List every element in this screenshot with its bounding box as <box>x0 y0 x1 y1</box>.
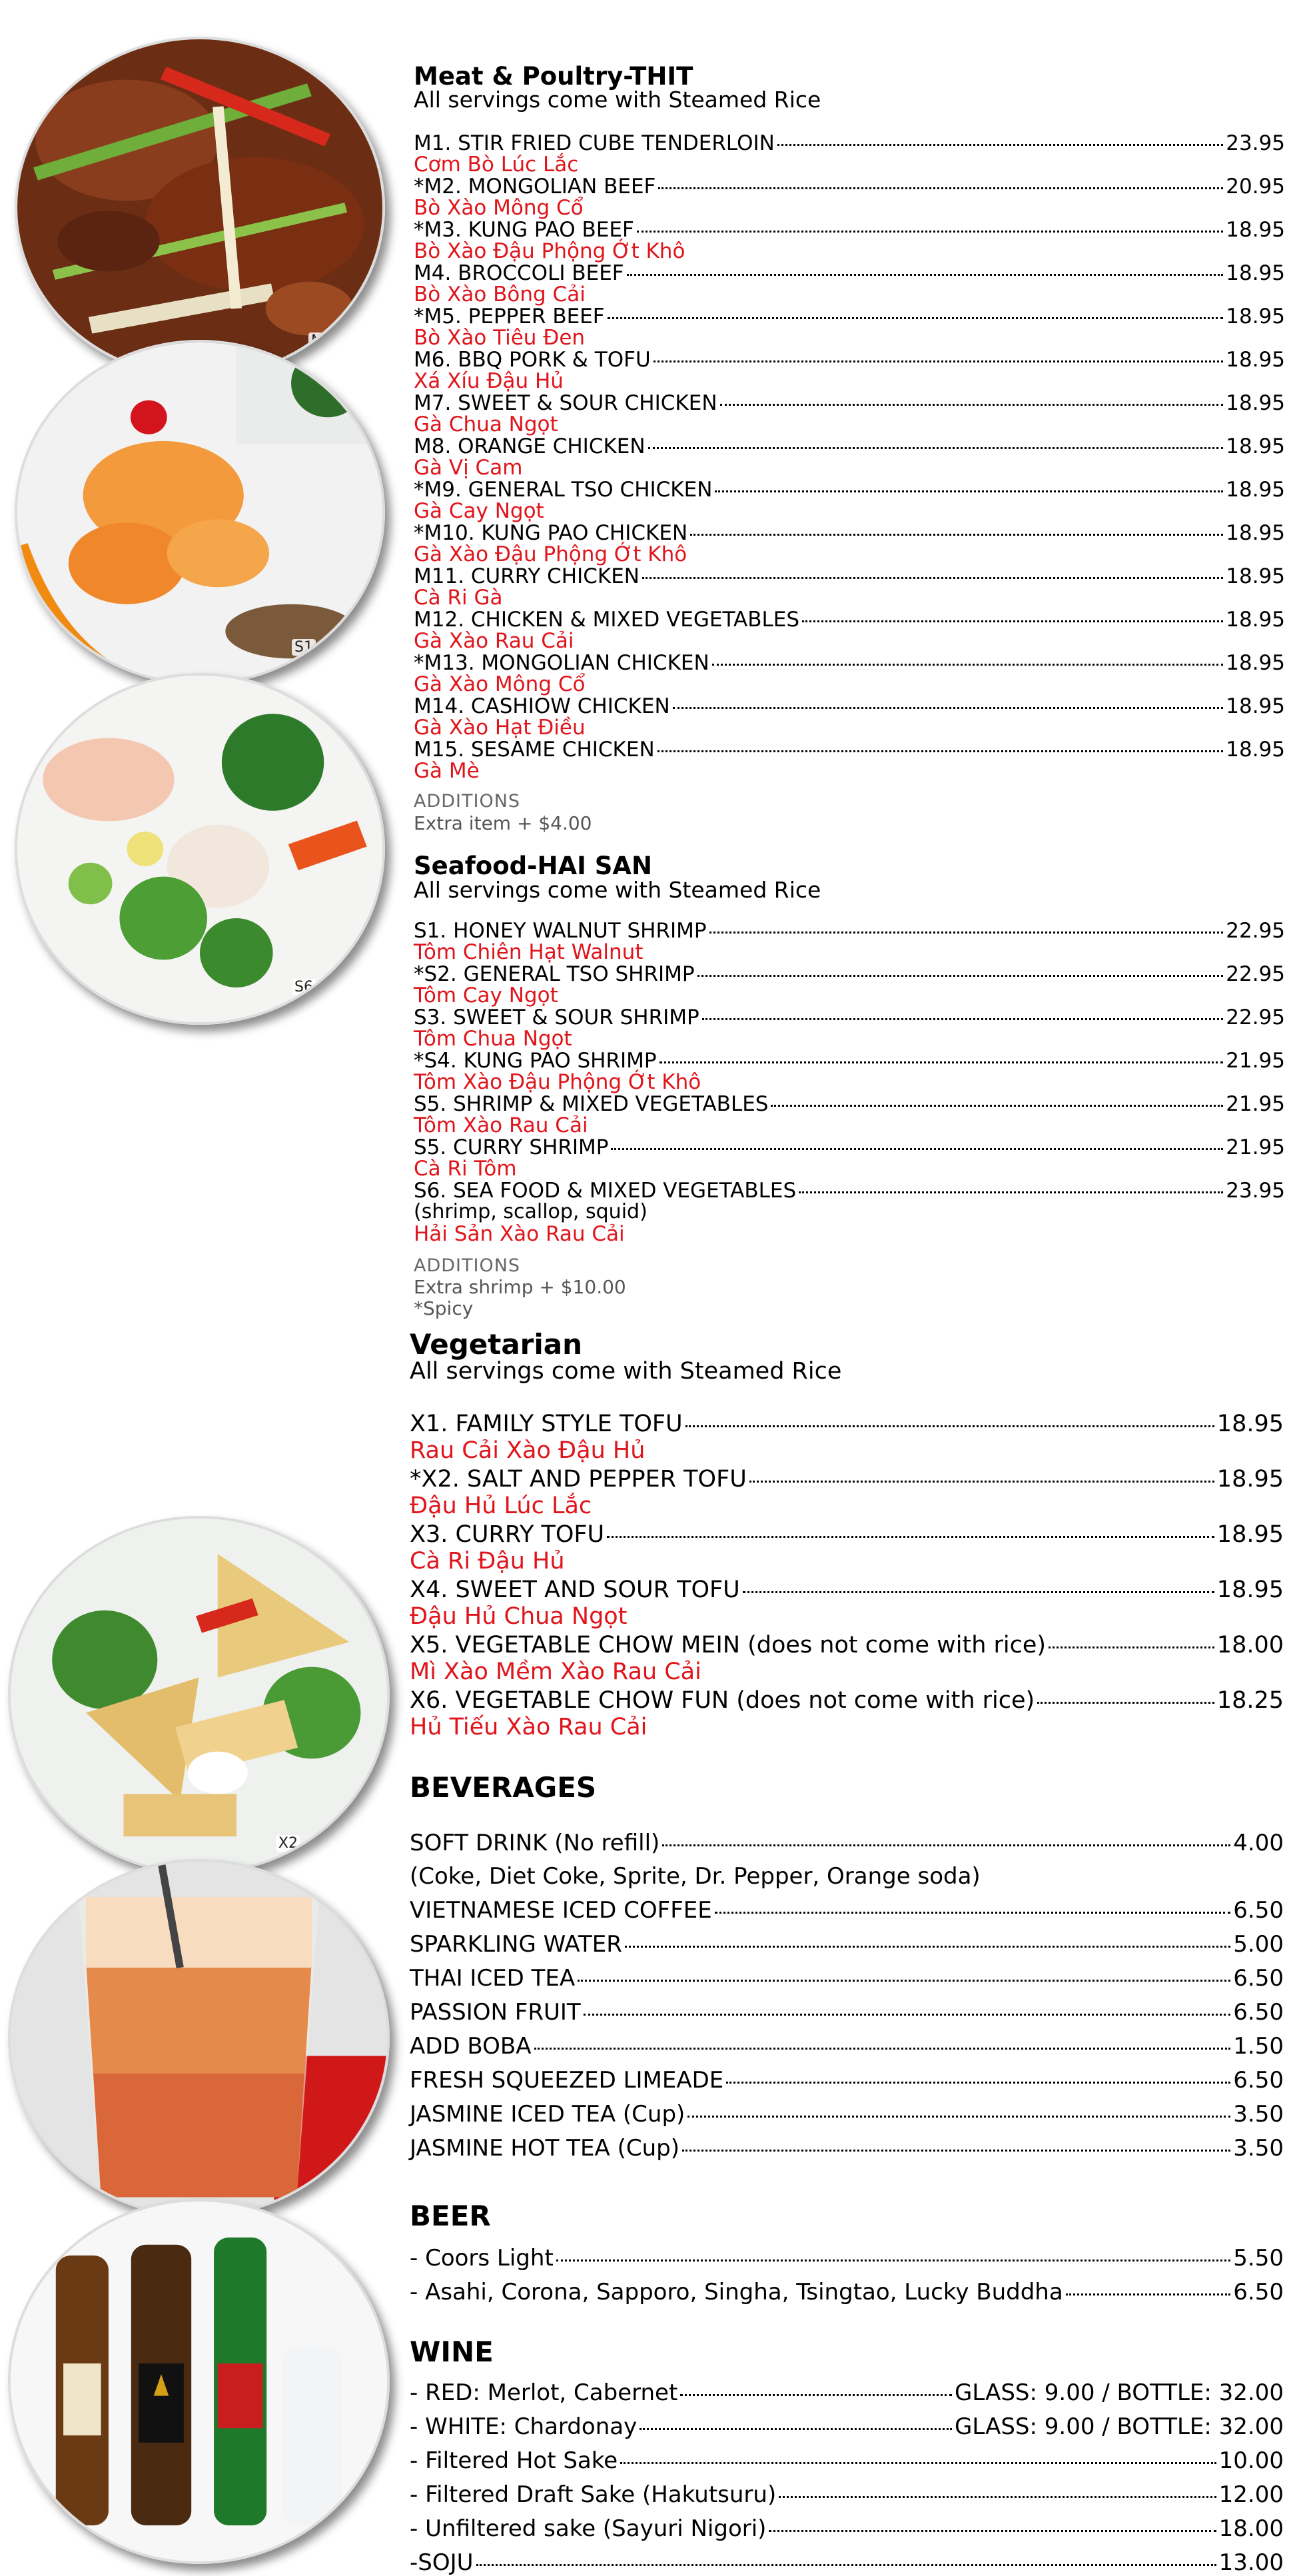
item-price: 3.50 <box>1233 2135 1284 2162</box>
item-name: *M10. KUNG PAO CHICKEN <box>414 521 688 545</box>
item-price: 6.50 <box>1233 2067 1284 2094</box>
item-price: 18.95 <box>1226 434 1285 458</box>
item-name: S3. SWEET & SOUR SHRIMP <box>414 1005 699 1029</box>
item-price: 22.95 <box>1226 1005 1285 1029</box>
seafood-section-title: Seafood-HAI SAN <box>414 852 652 880</box>
leader-dots <box>771 1090 1223 1107</box>
leader-dots <box>1049 1632 1214 1648</box>
leader-dots <box>779 2481 1216 2498</box>
item-price: GLASS: 9.00 / BOTTLE: 32.00 <box>955 2413 1284 2440</box>
beverage-row <box>410 2136 1284 2161</box>
beverage-row <box>410 2000 1284 2025</box>
seafood-additions-text: Extra shrimp + $10.00 <box>414 1276 626 1298</box>
item-name: X3. CURRY TOFU <box>410 1521 605 1548</box>
photo-thai-iced-tea <box>8 1859 390 2218</box>
item-price: 3.50 <box>1233 2101 1284 2128</box>
item-name: JASMINE ICED TEA (Cup) <box>410 2101 685 2128</box>
item-name: M15. SESAME CHICKEN <box>414 738 655 762</box>
item-price: GLASS: 9.00 / BOTTLE: 32.00 <box>955 2379 1284 2406</box>
menu-item-viet: Đậu Hủ Chua Ngọt <box>410 1603 628 1630</box>
leader-dots <box>749 1466 1214 1483</box>
item-price: 21.95 <box>1226 1135 1285 1159</box>
leader-dots <box>662 1830 1230 1846</box>
photo-label-m2: M2 <box>308 332 336 349</box>
leader-dots <box>1066 2279 1231 2295</box>
menu-item-row <box>410 1522 1284 1547</box>
menu-item-row <box>414 132 1285 155</box>
item-price: 6.50 <box>1233 1999 1284 2026</box>
item-price: 23.95 <box>1226 131 1285 155</box>
item-price: 6.50 <box>1233 1965 1284 1992</box>
beer-row <box>410 2246 1284 2271</box>
leader-dots <box>715 476 1223 492</box>
seafood-s6-viet: Hải Sản Xào Rau Cải <box>414 1222 625 1246</box>
item-price: 22.95 <box>1226 962 1285 986</box>
item-price: 18.95 <box>1226 478 1285 502</box>
menu-item-viet: Bò Xào Mông Cổ <box>414 196 584 220</box>
leader-dots <box>476 2549 1216 2566</box>
item-price: 18.95 <box>1216 1411 1284 1437</box>
menu-item-row <box>414 435 1285 458</box>
beverage-row <box>410 2068 1284 2093</box>
vegetarian-section-title: Vegetarian <box>410 1328 583 1361</box>
leader-dots <box>625 1931 1230 1948</box>
leader-dots <box>658 173 1223 189</box>
item-name: -SOJU <box>410 2549 474 2576</box>
leader-dots <box>578 1965 1230 1982</box>
menu-item-row <box>414 1179 1285 1202</box>
item-name: M14. CASHIOW CHICKEN <box>414 694 670 718</box>
item-price: 13.00 <box>1218 2549 1284 2576</box>
menu-item-viet: Cơm Bò Lúc Lắc <box>414 153 579 177</box>
item-price: 18.95 <box>1216 1577 1284 1603</box>
item-name: ADD BOBA <box>410 2033 532 2060</box>
item-name: - Filtered Hot Sake <box>410 2447 618 2474</box>
item-price: 18.95 <box>1216 1521 1284 1548</box>
photo-label-s6: S6 <box>292 979 316 995</box>
item-name: X5. VEGETABLE CHOW MEIN (does not come with rice) <box>410 1632 1047 1658</box>
item-name: *S4. KUNG PAO SHRIMP <box>414 1049 657 1073</box>
item-name: - Filtered Draft Sake (Hakutsuru) <box>410 2481 777 2508</box>
menu-item-row <box>414 920 1285 942</box>
item-price: 18.95 <box>1226 348 1285 372</box>
item-name: SPARKLING WATER <box>410 1931 622 1958</box>
photo-label-x2: X2 <box>276 1835 300 1852</box>
menu-item-row <box>414 738 1285 761</box>
leader-dots <box>682 2135 1230 2152</box>
item-price: 18.95 <box>1226 521 1285 545</box>
bev-name: SOFT DRINK (No refill) <box>410 1830 660 1856</box>
spicy-note: *Spicy <box>414 1297 474 1319</box>
item-name: M12. CHICKEN & MIXED VEGETABLES <box>414 608 800 632</box>
leader-dots <box>687 2101 1230 2118</box>
item-price: 22.95 <box>1226 919 1285 943</box>
leader-dots <box>697 960 1224 977</box>
menu-item-row <box>414 1136 1285 1159</box>
meat-additions-label: ADDITIONS <box>414 791 521 812</box>
menu-item-row <box>414 262 1285 285</box>
leader-dots <box>627 259 1224 276</box>
leader-dots <box>608 303 1224 319</box>
leader-dots <box>726 2067 1230 2084</box>
item-name: X1. FAMILY STYLE TOFU <box>410 1411 683 1437</box>
item-price: 23.95 <box>1226 1179 1285 1203</box>
leader-dots <box>769 2515 1216 2532</box>
leader-dots <box>709 917 1224 934</box>
bev-row-soft-drink <box>410 1830 1284 1856</box>
menu-item-row <box>410 1632 1284 1658</box>
item-name: THAI ICED TEA <box>410 1965 576 1992</box>
seafood-s6-note: (shrimp, scallop, squid) <box>414 1200 648 1223</box>
menu-item-row <box>414 608 1285 631</box>
item-price: 18.00 <box>1218 2515 1284 2542</box>
leader-dots <box>659 1047 1224 1063</box>
menu-item-row <box>414 695 1285 718</box>
leader-dots <box>640 2413 952 2430</box>
item-price: 18.95 <box>1216 1466 1284 1493</box>
item-price: 18.00 <box>1216 1632 1284 1658</box>
beer-row <box>410 2279 1284 2305</box>
item-price: 10.00 <box>1218 2447 1284 2474</box>
wine-row <box>410 2380 1284 2405</box>
menu-item-row <box>414 175 1285 198</box>
photo-sweet-sour-chicken <box>15 340 385 685</box>
meat-section-title: Meat & Poultry-THIT <box>414 62 693 91</box>
item-price: 18.95 <box>1226 738 1285 762</box>
item-name: S6. SEA FOOD & MIXED VEGETABLES <box>414 1179 797 1203</box>
leader-dots <box>620 2447 1216 2464</box>
menu-item-viet: Cà Ri Tôm <box>414 1157 517 1181</box>
menu-item-viet: Hủ Tiếu Xào Rau Cải <box>410 1714 648 1740</box>
item-price: 21.95 <box>1226 1092 1285 1116</box>
menu-item-viet: Tôm Chiên Hạt Walnut <box>414 940 644 964</box>
item-name: *M9. GENERAL TSO CHICKEN <box>414 478 713 502</box>
beverage-row <box>410 2034 1284 2059</box>
photo-seafood-vegetables <box>15 673 385 1025</box>
menu-item-viet: Cà Ri Gà <box>414 586 503 610</box>
beverage-row <box>410 1898 1284 1923</box>
item-name: S5. CURRY SHRIMP <box>414 1135 609 1159</box>
item-name: S5. SHRIMP & MIXED VEGETABLES <box>414 1092 769 1116</box>
item-name: PASSION FRUIT <box>410 1999 581 2026</box>
menu-item-viet: Mì Xào Mềm Xào Rau Cải <box>410 1658 701 1685</box>
menu-item-viet: Đậu Hủ Lúc Lắc <box>410 1493 592 1519</box>
menu-item-row <box>414 1049 1285 1072</box>
menu-item-viet: Tôm Xào Rau Cải <box>414 1113 588 1137</box>
leader-dots <box>690 519 1223 536</box>
item-name: M8. ORANGE CHICKEN <box>414 434 646 458</box>
leader-dots <box>702 1003 1224 1020</box>
menu-item-row <box>414 522 1285 544</box>
menu-item-viet: Gà Xào Đậu Phộng Ớt Khô <box>414 542 687 566</box>
bev-price: 4.00 <box>1233 1830 1284 1856</box>
item-price: 18.95 <box>1226 218 1285 242</box>
leader-dots <box>607 1521 1214 1538</box>
photo-label-s1: S1 <box>292 639 316 656</box>
item-price: 18.95 <box>1226 305 1285 328</box>
item-name: - Unfiltered sake (Sayuri Nigori) <box>410 2515 767 2542</box>
photo-mongolian-beef <box>15 37 385 378</box>
item-price: 18.95 <box>1226 261 1285 285</box>
item-price: 18.25 <box>1216 1687 1284 1714</box>
item-name: VIETNAMESE ICED COFFEE <box>410 1897 712 1924</box>
item-name: M7. SWEET & SOUR CHICKEN <box>414 391 717 415</box>
seafood-additions-label: ADDITIONS <box>414 1255 521 1276</box>
item-name: *X2. SALT AND PEPPER TOFU <box>410 1466 747 1493</box>
item-price: 1.50 <box>1233 2033 1284 2060</box>
item-price: 5.00 <box>1233 1931 1284 1958</box>
menu-item-viet: Gà Chua Ngọt <box>414 412 558 436</box>
item-price: 18.95 <box>1226 564 1285 588</box>
leader-dots <box>637 216 1223 233</box>
menu-item-viet: Bò Xào Bông Cải <box>414 283 586 307</box>
item-name: X4. SWEET AND SOUR TOFU <box>410 1577 740 1603</box>
item-name: - Coors Light <box>410 2245 554 2271</box>
menu-item-row <box>410 1577 1284 1603</box>
item-price: 5.50 <box>1233 2245 1284 2271</box>
menu-item-viet: Xá Xíu Đậu Hủ <box>414 369 564 393</box>
leader-dots <box>534 2033 1231 2050</box>
item-name: S1. HONEY WALNUT SHRIMP <box>414 919 707 943</box>
wine-row <box>410 2482 1284 2507</box>
photo-beer-bottles <box>8 2199 390 2564</box>
leader-dots <box>658 736 1224 752</box>
menu-item-row <box>414 963 1285 985</box>
menu-item-viet: Gà Vị Cam <box>414 456 523 480</box>
item-name: - Asahi, Corona, Sapporo, Singha, Tsingtao, Lucky Buddha <box>410 2279 1063 2305</box>
item-name: *M3. KUNG PAO BEEF <box>414 218 634 242</box>
item-price: 18.95 <box>1226 651 1285 675</box>
item-name: *S2. GENERAL TSO SHRIMP <box>414 962 695 986</box>
leader-dots <box>584 1999 1231 2016</box>
item-name: JASMINE HOT TEA (Cup) <box>410 2135 679 2162</box>
beverage-row <box>410 1932 1284 1957</box>
menu-item-viet: Tôm Cay Ngọt <box>414 983 558 1007</box>
wine-row <box>410 2516 1284 2541</box>
menu-item-row <box>414 478 1285 501</box>
item-name: - RED: Merlot, Cabernet <box>410 2379 678 2406</box>
beverages-section-title: BEVERAGES <box>410 1771 597 1804</box>
leader-dots <box>642 562 1223 579</box>
menu-item-viet: Gà Cay Ngọt <box>414 499 544 523</box>
item-price: 20.95 <box>1226 175 1285 199</box>
seafood-section-subtitle: All servings come with Steamed Rice <box>414 877 821 903</box>
item-name: *M13. MONGOLIAN CHICKEN <box>414 651 709 675</box>
menu-item-viet: Gà Xào Rau Cải <box>414 629 574 653</box>
menu-item-row <box>410 1688 1284 1713</box>
leader-dots <box>715 1897 1231 1914</box>
beverage-row <box>410 1966 1284 1991</box>
item-name: *M5. PEPPER BEEF <box>414 305 605 328</box>
leader-dots <box>611 1133 1223 1150</box>
wine-row <box>410 2414 1284 2439</box>
item-name: M11. CURRY CHICKEN <box>414 564 640 588</box>
wine-row <box>410 2448 1284 2473</box>
leader-dots <box>648 432 1224 449</box>
leader-dots <box>680 2379 952 2396</box>
menu-item-row <box>414 348 1285 371</box>
wine-section-title: WINE <box>410 2335 494 2368</box>
beverage-row <box>410 2102 1284 2127</box>
item-name: M1. STIR FRIED CUBE TENDERLOIN <box>414 131 775 155</box>
menu-item-row <box>414 219 1285 241</box>
menu-item-row <box>414 1093 1285 1115</box>
menu-item-viet: Tôm Xào Đậu Phộng Ớt Khô <box>414 1070 701 1094</box>
menu-item-row <box>414 652 1285 674</box>
item-name: *M2. MONGOLIAN BEEF <box>414 175 656 199</box>
leader-dots <box>556 2245 1231 2261</box>
item-price: 21.95 <box>1226 1049 1285 1073</box>
leader-dots <box>712 649 1224 666</box>
meat-additions-text: Extra item + $4.00 <box>414 812 592 834</box>
menu-item-row <box>410 1467 1284 1492</box>
leader-dots <box>673 692 1224 709</box>
item-name: X6. VEGETABLE CHOW FUN (does not come with rice) <box>410 1687 1035 1714</box>
item-price: 6.50 <box>1233 1897 1284 1924</box>
item-name: M6. BBQ PORK & TOFU <box>414 348 651 372</box>
item-price: 18.95 <box>1226 694 1285 718</box>
menu-item-viet: Cà Ri Đậu Hủ <box>410 1548 565 1575</box>
leader-dots <box>654 346 1224 362</box>
meat-section-subtitle: All servings come with Steamed Rice <box>414 87 821 113</box>
leader-dots <box>1037 1687 1214 1704</box>
item-name: FRESH SQUEEZED LIMEADE <box>410 2067 724 2094</box>
menu-item-row <box>414 565 1285 588</box>
leader-dots <box>720 389 1224 406</box>
menu-item-viet: Tôm Chua Ngọt <box>414 1027 572 1051</box>
leader-dots <box>802 606 1223 622</box>
item-price: 18.95 <box>1226 608 1285 632</box>
leader-dots <box>743 1577 1214 1593</box>
leader-dots <box>685 1411 1214 1427</box>
menu-item-viet: Gà Xào Mông Cổ <box>414 672 586 696</box>
menu-item-row <box>410 1411 1284 1437</box>
wine-row <box>410 2550 1284 2575</box>
menu-item-viet: Bò Xào Đậu Phộng Ớt Khô <box>414 239 685 263</box>
menu-item-viet: Rau Cải Xào Đậu Hủ <box>410 1437 646 1464</box>
photo-salt-pepper-tofu <box>8 1516 390 1874</box>
menu-item-viet: Bò Xào Tiêu Đen <box>414 326 586 350</box>
soft-drink-note: (Coke, Diet Coke, Sprite, Dr. Pepper, Orange soda) <box>410 1863 981 1890</box>
leader-dots <box>777 129 1223 146</box>
item-name: - WHITE: Chardonay <box>410 2413 638 2440</box>
menu-item-viet: Gà Xào Hạt Điều <box>414 716 586 740</box>
leader-dots <box>799 1177 1223 1193</box>
menu-item-row <box>414 1006 1285 1029</box>
menu-item-row <box>414 305 1285 328</box>
item-price: 6.50 <box>1233 2279 1284 2305</box>
vegetarian-section-subtitle: All servings come with Steamed Rice <box>410 1358 842 1385</box>
menu-item-viet: Gà Mè <box>414 759 480 783</box>
item-name: M4. BROCCOLI BEEF <box>414 261 624 285</box>
item-price: 12.00 <box>1218 2481 1284 2508</box>
menu-item-row <box>414 392 1285 414</box>
item-price: 18.95 <box>1226 391 1285 415</box>
beer-section-title: BEER <box>410 2200 491 2232</box>
